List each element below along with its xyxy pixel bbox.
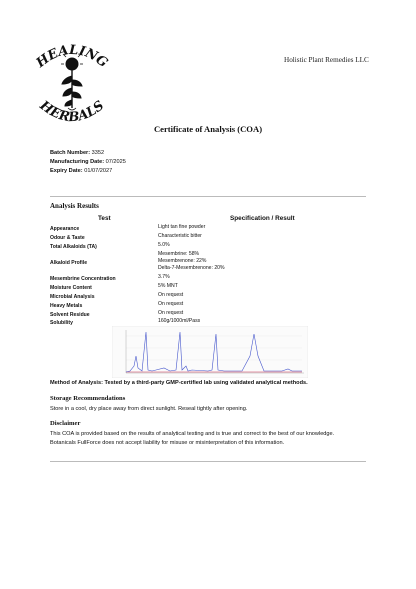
disclaimer-line-2: Botanicals FullForce does not accept liability for misuse or misinterpretation of this information. [50, 440, 285, 446]
expiry-date [50, 168, 112, 174]
storage-title: Storage Recommendations [50, 395, 126, 402]
plant-icon [61, 51, 83, 110]
table-row-result: 160g/1000ml/Pass [158, 318, 201, 324]
table-row-test: Mesembrine Concentration [50, 276, 116, 282]
divider [50, 196, 366, 197]
table-row-result: Characteristic bitter [158, 233, 202, 239]
table-row-result: Mesembrine: 58% [158, 251, 200, 257]
healing-herbals-logo [30, 42, 114, 134]
storage-text: Store in a cool, dry place away from direct sunlight. Reseal tightly after opening. [50, 406, 248, 412]
method-of-analysis: Method of Analysis: Tested by a third-party GMP-certified lab using validated analytical methods. [50, 380, 308, 386]
manufacturing-date-label: Manufacturing Date: [50, 159, 105, 165]
table-row-test: Appearance [50, 226, 80, 232]
table-row-result: On request [158, 301, 184, 307]
column-header-test: Test [98, 215, 111, 222]
batch-number-label: Batch Number: [50, 150, 91, 156]
logo-text-top: HEALING [33, 42, 111, 71]
batch-number [50, 150, 104, 156]
manufacturing-date-value: 07/2025 [105, 159, 126, 165]
batch-number-value: 3352 [91, 150, 105, 156]
certificate-title: Certificate of Analysis (COA) [153, 124, 263, 134]
table-row-result: 5% MNT [158, 283, 178, 289]
table-row-test: Heavy Metals [50, 303, 83, 309]
table-row-test: Moisture Content [50, 285, 92, 291]
table-row-test: Solubility [50, 320, 73, 326]
analysis-title: Analysis Results [50, 202, 99, 210]
table-row-test: Microbial Analysis [50, 294, 95, 300]
expiry-date-label: Expiry Date: [50, 168, 83, 174]
divider [50, 461, 366, 462]
company-name: Holistic Plant Remedies LLC [284, 56, 369, 64]
table-row-result: 3.7% [158, 274, 170, 280]
table-row-result: On request [158, 292, 184, 298]
table-row-test: Odour & Taste [50, 235, 85, 241]
table-row-test: Solvent Residue [50, 312, 90, 318]
table-row-result: Light tan fine powder [158, 224, 206, 230]
logo-text-bottom: HERBALS [36, 98, 108, 126]
manufacturing-date [50, 159, 126, 165]
disclaimer-line-1: This COA is provided based on the results of analytical testing and is true and correct to the best of our knowledge. [50, 431, 335, 437]
table-row-result: On request [158, 310, 184, 316]
table-row-result: Delta-7-Mesembrenone: 20% [158, 265, 225, 271]
disclaimer-title: Disclaimer [50, 420, 81, 427]
chromatogram-image [112, 326, 308, 378]
table-row-test: Alkaloid Profile [50, 260, 88, 266]
table-row-result: Mesembrenone: 22% [158, 258, 207, 264]
column-header-result: Specification / Result [230, 215, 295, 222]
table-row-result: 5.0% [158, 242, 170, 248]
table-row-test: Total Alkaloids (TA) [50, 244, 97, 250]
expiry-date-value: 01/07/2027 [84, 168, 113, 174]
